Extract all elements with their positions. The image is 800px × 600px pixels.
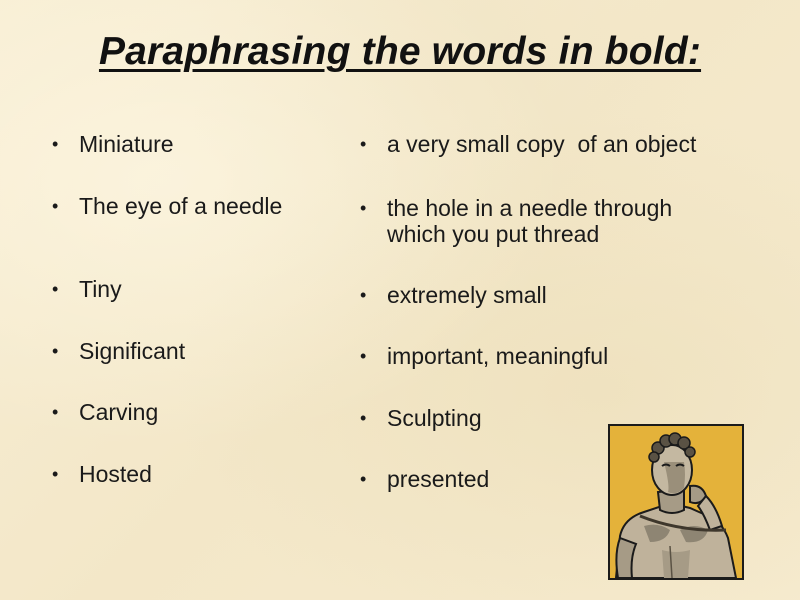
list-item — [52, 338, 186, 364]
word-carving: Carving — [79, 399, 159, 425]
word-tiny: Tiny — [79, 276, 122, 302]
list-item — [52, 276, 122, 302]
paraphrase-tiny: extremely small — [387, 282, 547, 308]
paraphrase-significant: important, meaningful — [387, 343, 609, 369]
bullet-icon: • — [360, 134, 367, 154]
word-significant: Significant — [79, 338, 186, 364]
list-item — [360, 195, 727, 247]
bullet-icon: • — [52, 279, 59, 299]
bullet-icon: • — [52, 196, 59, 216]
bullet-icon: • — [360, 408, 367, 428]
bullet-icon: • — [52, 134, 59, 154]
bullet-icon: • — [52, 464, 59, 484]
bullet-icon: • — [52, 402, 59, 422]
list-item — [52, 399, 159, 425]
list-item — [360, 282, 547, 308]
bullet-icon: • — [360, 198, 367, 218]
list-item — [360, 466, 490, 492]
list-item — [52, 193, 283, 219]
list-item — [52, 131, 174, 157]
list-item — [360, 405, 482, 431]
bullet-icon: • — [360, 469, 367, 489]
statue-of-david-icon — [608, 424, 744, 580]
paraphrase-carving: Sculpting — [387, 405, 482, 431]
paraphrase-hosted: presented — [387, 466, 490, 492]
paraphrase-miniature: a very small copy of an object — [387, 131, 697, 157]
word-eye-of-a-needle: The eye of a needle — [79, 193, 283, 219]
list-item — [360, 343, 609, 369]
list-item — [52, 461, 152, 487]
bullet-icon: • — [360, 346, 367, 366]
list-item — [360, 131, 697, 157]
slide-title: Paraphrasing the words in bold: — [98, 30, 702, 73]
word-hosted: Hosted — [79, 461, 152, 487]
word-miniature: Miniature — [79, 131, 174, 157]
bullet-icon: • — [360, 285, 367, 305]
bullet-icon: • — [52, 341, 59, 361]
paraphrase-eye-of-a-needle: the hole in a needle through which you put thread — [387, 195, 673, 247]
